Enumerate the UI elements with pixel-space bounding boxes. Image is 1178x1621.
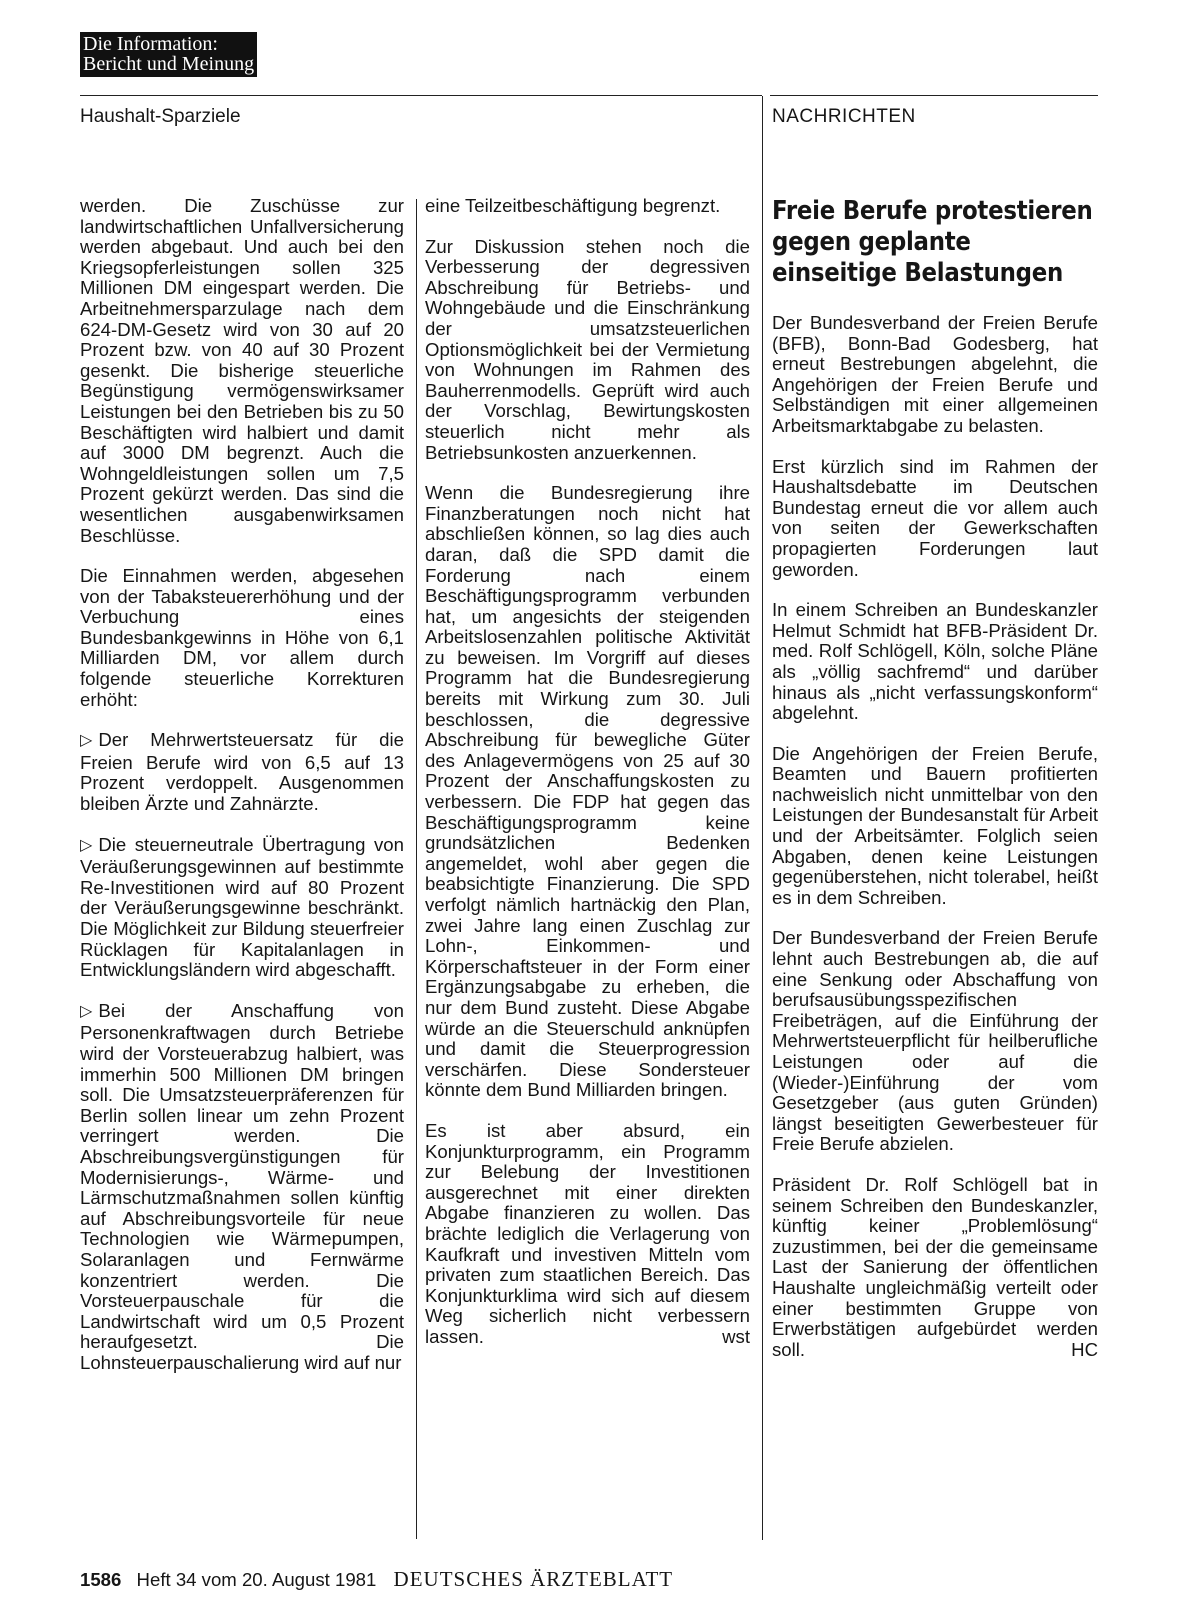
article-column-2: [425, 196, 750, 1367]
headline-line-1: Freie Berufe protestieren: [772, 196, 1093, 226]
header-rule-left: [80, 95, 762, 96]
paragraph: Zur Diskussion stehen noch die Verbesserung der degressiven Abschreibung für Betriebs- und Wohngebäude und die Einschränkung der umsatzsteuerlichen Optionsmöglichkeit bei der Vermietung von Wohnungen im Rahmen des Bauherrenmodells. Geprüft wird auch der Vorschlag, Bewirtungskosten steuerlich nicht mehr als Betriebsunkosten anzuerkennen.: [425, 235, 750, 463]
masthead-line-2: Bericht und Meinung: [83, 53, 255, 75]
paragraph-text: Es ist aber absurd, ein Konjunkturprogramm, ein Programm zur Belebung der Investitionen ausgerechnet mit einer direkten Abgabe finanzieren zu wollen. Das brächte lediglich die Verlagerung von Kaufkraft und investiven Mitteln vom privaten zum staatlichen Bereich. Das Konjunkturklima wird sich auf diesem Weg sicherlich nicht verbessern lassen.: [425, 1119, 750, 1347]
paragraph-text: Die steuerneutrale Übertragung von Veräußerungsgewinnen auf bestimmte Re-Investitionen wird auf 80 Prozent der Veräußerungsgewinne beschränkt. Die Möglichkeit zur Bildung steuerfreier Rücklagen für Kapitalanlagen in Entwicklungsländern wird abgeschafft.: [80, 833, 404, 981]
paragraph: eine Teilzeitbeschäftigung begrenzt.: [425, 195, 721, 216]
section-label-haushalt: Haushalt-Sparziele: [80, 106, 241, 127]
paragraph: Der Bundesverband der Freien Berufe lehnt auch Bestrebungen ab, die auf eine Senkung oder Abschaffung von berufsausübungsspezifischen Freibeträgen, auf die Einführung der Mehrwertsteuerpflicht für heilberufliche Leistungen oder auf die (Wieder-)Einführung der vom Gesetzgeber (aus guten Gründen) längst beseitigten Gewerbesteuer für Freie Berufe abzielen.: [772, 927, 1098, 1155]
paragraph-text: Der Mehrwertsteuersatz für die Freien Berufe wird von 6,5 auf 13 Prozent verdoppelt. Ausgenommen bleiben Ärzte und Zahnärzte.: [80, 729, 404, 815]
paragraph: Die Einnahmen werden, abgesehen von der Tabaksteuererhöhung und der Verbuchung eines Bundesbankgewinns in Höhe von 6,1 Milliarden DM, vor allem durch folgende steuerliche Korrekturen erhöht:: [80, 565, 404, 710]
header-rule-right: [770, 95, 1098, 96]
triangle-bullet-icon: ▷: [80, 1002, 93, 1020]
triangle-bullet-icon: ▷: [80, 836, 93, 854]
page-number: 1586: [80, 1569, 122, 1590]
bullet-paragraph: [80, 1001, 404, 1374]
page-footer: [80, 1568, 673, 1591]
bullet-paragraph: [80, 730, 404, 814]
paragraph: Wenn die Bundesregierung ihre Finanzberatungen noch nicht hat abschließen können, so lag dies auch daran, daß die SPD damit die Forderung nach einem Beschäftigungsprogramm verbunden hat, um angesichts der steigenden Arbeitslosenzahlen politische Aktivität zu beweisen. Im Vorgriff auf dieses Programm hat die Bundesregierung bereits mit Wirkung zum 30. Juli beschlossen, die degressive Abschreibung für bewegliche Güter des Anlagevermögens von 25 auf 30 Prozent der Anschaffungskosten zu verbessern. Die FDP hat gegen das Beschäftigungsprogramm keine grundsätzlichen Bedenken angemeldet, wohl aber gegen die beabsichtigte Finanzierung. Die SPD verfolgt nämlich hartnäckig den Plan, zwei Jahre lang einen Zuschlag zur Lohn-, Einkommen- und Körperschaftsteuer in der Form einer Ergänzungsabgabe zu erheben, die nur dem Bund zusteht. Diese Abgabe würde an die Steuerschuld anknüpfen und damit die Steuerprogression verschärfen. Diese Sondersteuer könnte dem Bund Milliarden bringen.: [425, 482, 750, 1101]
triangle-bullet-icon: ▷: [80, 732, 93, 750]
news-headline: [772, 196, 1098, 289]
author-signature: HC: [1071, 1338, 1098, 1360]
paragraph: In einem Schreiben an Bundeskanzler Helmut Schmidt hat BFB-Präsident Dr. med. Rolf Schlögell, Köln, solche Pläne als „völlig sachfremd“ und darüber hinaus als „nicht verfassungskonform“ abgelehnt.: [772, 599, 1098, 724]
article-column-1: [80, 196, 404, 1393]
journal-name: DEUTSCHES ÄRZTEBLATT: [393, 1567, 674, 1591]
bullet-paragraph: [80, 835, 404, 981]
masthead-line-1: Die Information:: [83, 33, 218, 55]
author-signature: wst: [722, 1325, 750, 1347]
news-column: [772, 196, 1098, 1380]
paragraph-text: Präsident Dr. Rolf Schlögell bat in seinem Schreiben den Bundeskanzler, künftig keiner „Problemlösung“ zuzustimmen, bei der die gemeinsame Last der Sanierung der öffentlichen Haushalte ungleichmäßig verteilt oder einer bestimmten Gruppe von Erwerbstätigen aufgebürdet werden soll.: [772, 1173, 1098, 1360]
paragraph: werden. Die Zuschüsse zur landwirtschaftlichen Unfallversicherung werden abgebaut. Und auch bei den Kriegsopferleistungen sollen 325 Millionen DM eingespart werden. Die Arbeitnehmersparzulage nach dem 624-DM-Gesetz wird von 30 auf 20 Prozent bzw. von 40 auf 30 Prozent gesenkt. Die bisherige steuerliche Begünstigung vermögenswirksamer Leistungen bei den Betrieben bis zu 50 Beschäftigten wird halbiert und damit auf 3000 DM begrenzt. Auch die Wohngeldleistungen sollen um 7,5 Prozent gekürzt werden. Das sind die wesentlichen ausgabenwirksamen Beschlüsse.: [80, 195, 404, 546]
paragraph: [425, 1121, 750, 1348]
issue-info: Heft 34 vom 20. August 1981: [136, 1569, 377, 1590]
paragraph: Erst kürzlich sind im Rahmen der Haushaltsdebatte im Deutschen Bundestag erneut die vor allem auch von seiten der Gewerkschaften propagierten Forderungen laut geworden.: [772, 455, 1098, 580]
paragraph-text: Bei der Anschaffung von Personenkraftwagen durch Betriebe wird der Vorsteuerabzug halbiert, was immerhin 500 Millionen DM bringen soll. Die Umsatzsteuerpräferenzen für Berlin sollen linear um zehn Prozent verringert werden. Die Abschreibungsvergünstigungen für Modernisierungs-, Wärme- und Lärmschutzmaßnahmen sollen künftig auf Abschreibungsvorteile für neue Technologien wie Wärmepumpen, Solaranlagen und Fernwärme konzentriert werden. Die Vorsteuerpauschale für die Landwirtschaft wird um 0,5 Prozent heraufgesetzt. Die Lohnsteuerpauschalierung wird auf nur: [80, 999, 404, 1373]
paragraph: Der Bundesverband der Freien Berufe (BFB), Bonn-Bad Godesberg, hat erneut Bestrebungen abgelehnt, die Angehörigen der Freien Berufe und Selbständigen mit einer allgemeinen Arbeitsmarktabgabe zu belasten.: [772, 312, 1098, 436]
section-label-nachrichten: NACHRICHTEN: [772, 106, 916, 127]
paragraph: [772, 1175, 1098, 1360]
paragraph: Die Angehörigen der Freien Berufe, Beamten und Bauern profitierten nachweislich nicht unmittelbar von den Leistungen der Bundesanstalt für Arbeit und der Arbeitsämter. Folglich seien Abgaben, denen keine Leistungen gegenüberstehen, nicht tolerabel, heißt es in dem Schreiben.: [772, 742, 1098, 908]
headline-line-3: einseitige Belastungen: [772, 258, 1064, 288]
headline-line-2: gegen geplante: [772, 227, 971, 257]
column-divider-1: [416, 199, 417, 1539]
masthead-logo: [80, 32, 257, 77]
column-divider-2: [762, 96, 763, 1540]
